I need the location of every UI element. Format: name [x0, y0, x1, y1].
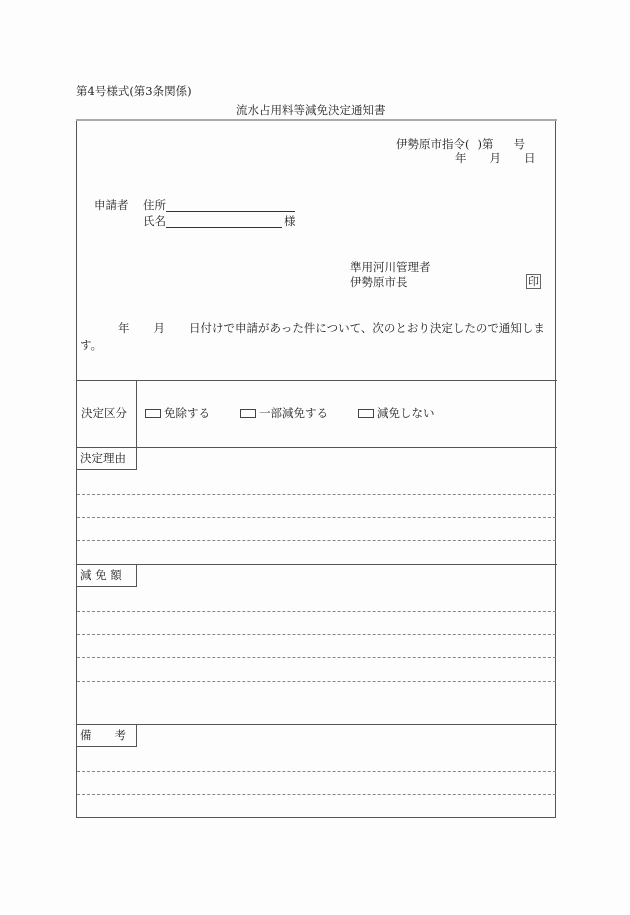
reason-line-1[interactable] [77, 494, 556, 495]
decision-label: 決定区分 [81, 406, 127, 420]
amount-line-4[interactable] [77, 681, 556, 682]
document-title: 流水占用料等減免決定通知書 [236, 103, 386, 117]
body-rest: 日付けで申請があった件について、次のとおり決定したので通知しま [189, 321, 545, 335]
option-exempt-label: 免除する [164, 406, 210, 420]
body-month: 月 [153, 321, 165, 335]
address-field[interactable] [166, 211, 295, 212]
date-month: 月 [489, 151, 501, 165]
option-exempt-checkbox[interactable] [145, 409, 161, 418]
name-label: 氏名 [143, 214, 166, 228]
date-year: 年 [455, 151, 467, 165]
issuer-title: 準用河川管理者 [350, 260, 431, 274]
decision-row-top-border [76, 380, 557, 381]
amount-section-top-border [76, 564, 557, 565]
issue-mid: )第 [477, 137, 494, 151]
remarks-section-top-border [76, 724, 557, 725]
date-day: 日 [524, 151, 536, 165]
reason-label: 決定理由 [76, 447, 137, 470]
issue-date-line [455, 151, 536, 165]
reason-line-2[interactable] [77, 517, 556, 518]
option-partial-checkbox[interactable] [240, 409, 256, 418]
issue-number-line [396, 137, 525, 151]
issue-suffix: 号 [513, 137, 525, 151]
remarks-line-2[interactable] [77, 794, 556, 795]
notice-text-line2: す。 [80, 338, 103, 352]
honorific: 様 [284, 214, 296, 228]
body-year: 年 [118, 321, 130, 335]
reason-line-3[interactable] [77, 540, 556, 541]
name-field[interactable] [166, 227, 282, 228]
reason-section-top-border [76, 447, 557, 448]
form-number-label: 第4号様式(第3条関係) [76, 84, 192, 98]
frame-top-border [76, 119, 557, 121]
notice-text-line1 [118, 321, 545, 335]
applicant-label: 申請者 [94, 198, 129, 212]
seal-stamp-box: 印 [528, 275, 539, 288]
remarks-line-1[interactable] [77, 771, 556, 772]
remarks-label: 備 考 [76, 724, 137, 747]
issue-prefix: 伊勢原市指令( [396, 137, 470, 151]
option-none-label: 減免しない [377, 406, 435, 420]
amount-label: 減 免 額 [76, 564, 137, 587]
amount-line-2[interactable] [77, 634, 556, 635]
amount-line-3[interactable] [77, 657, 556, 658]
decision-row-divider [136, 380, 137, 447]
amount-line-1[interactable] [77, 611, 556, 612]
issuer-name: 伊勢原市長 [350, 275, 408, 289]
address-label: 住所 [143, 198, 166, 212]
option-none-checkbox[interactable] [358, 409, 374, 418]
option-partial-label: 一部減免する [259, 406, 328, 420]
